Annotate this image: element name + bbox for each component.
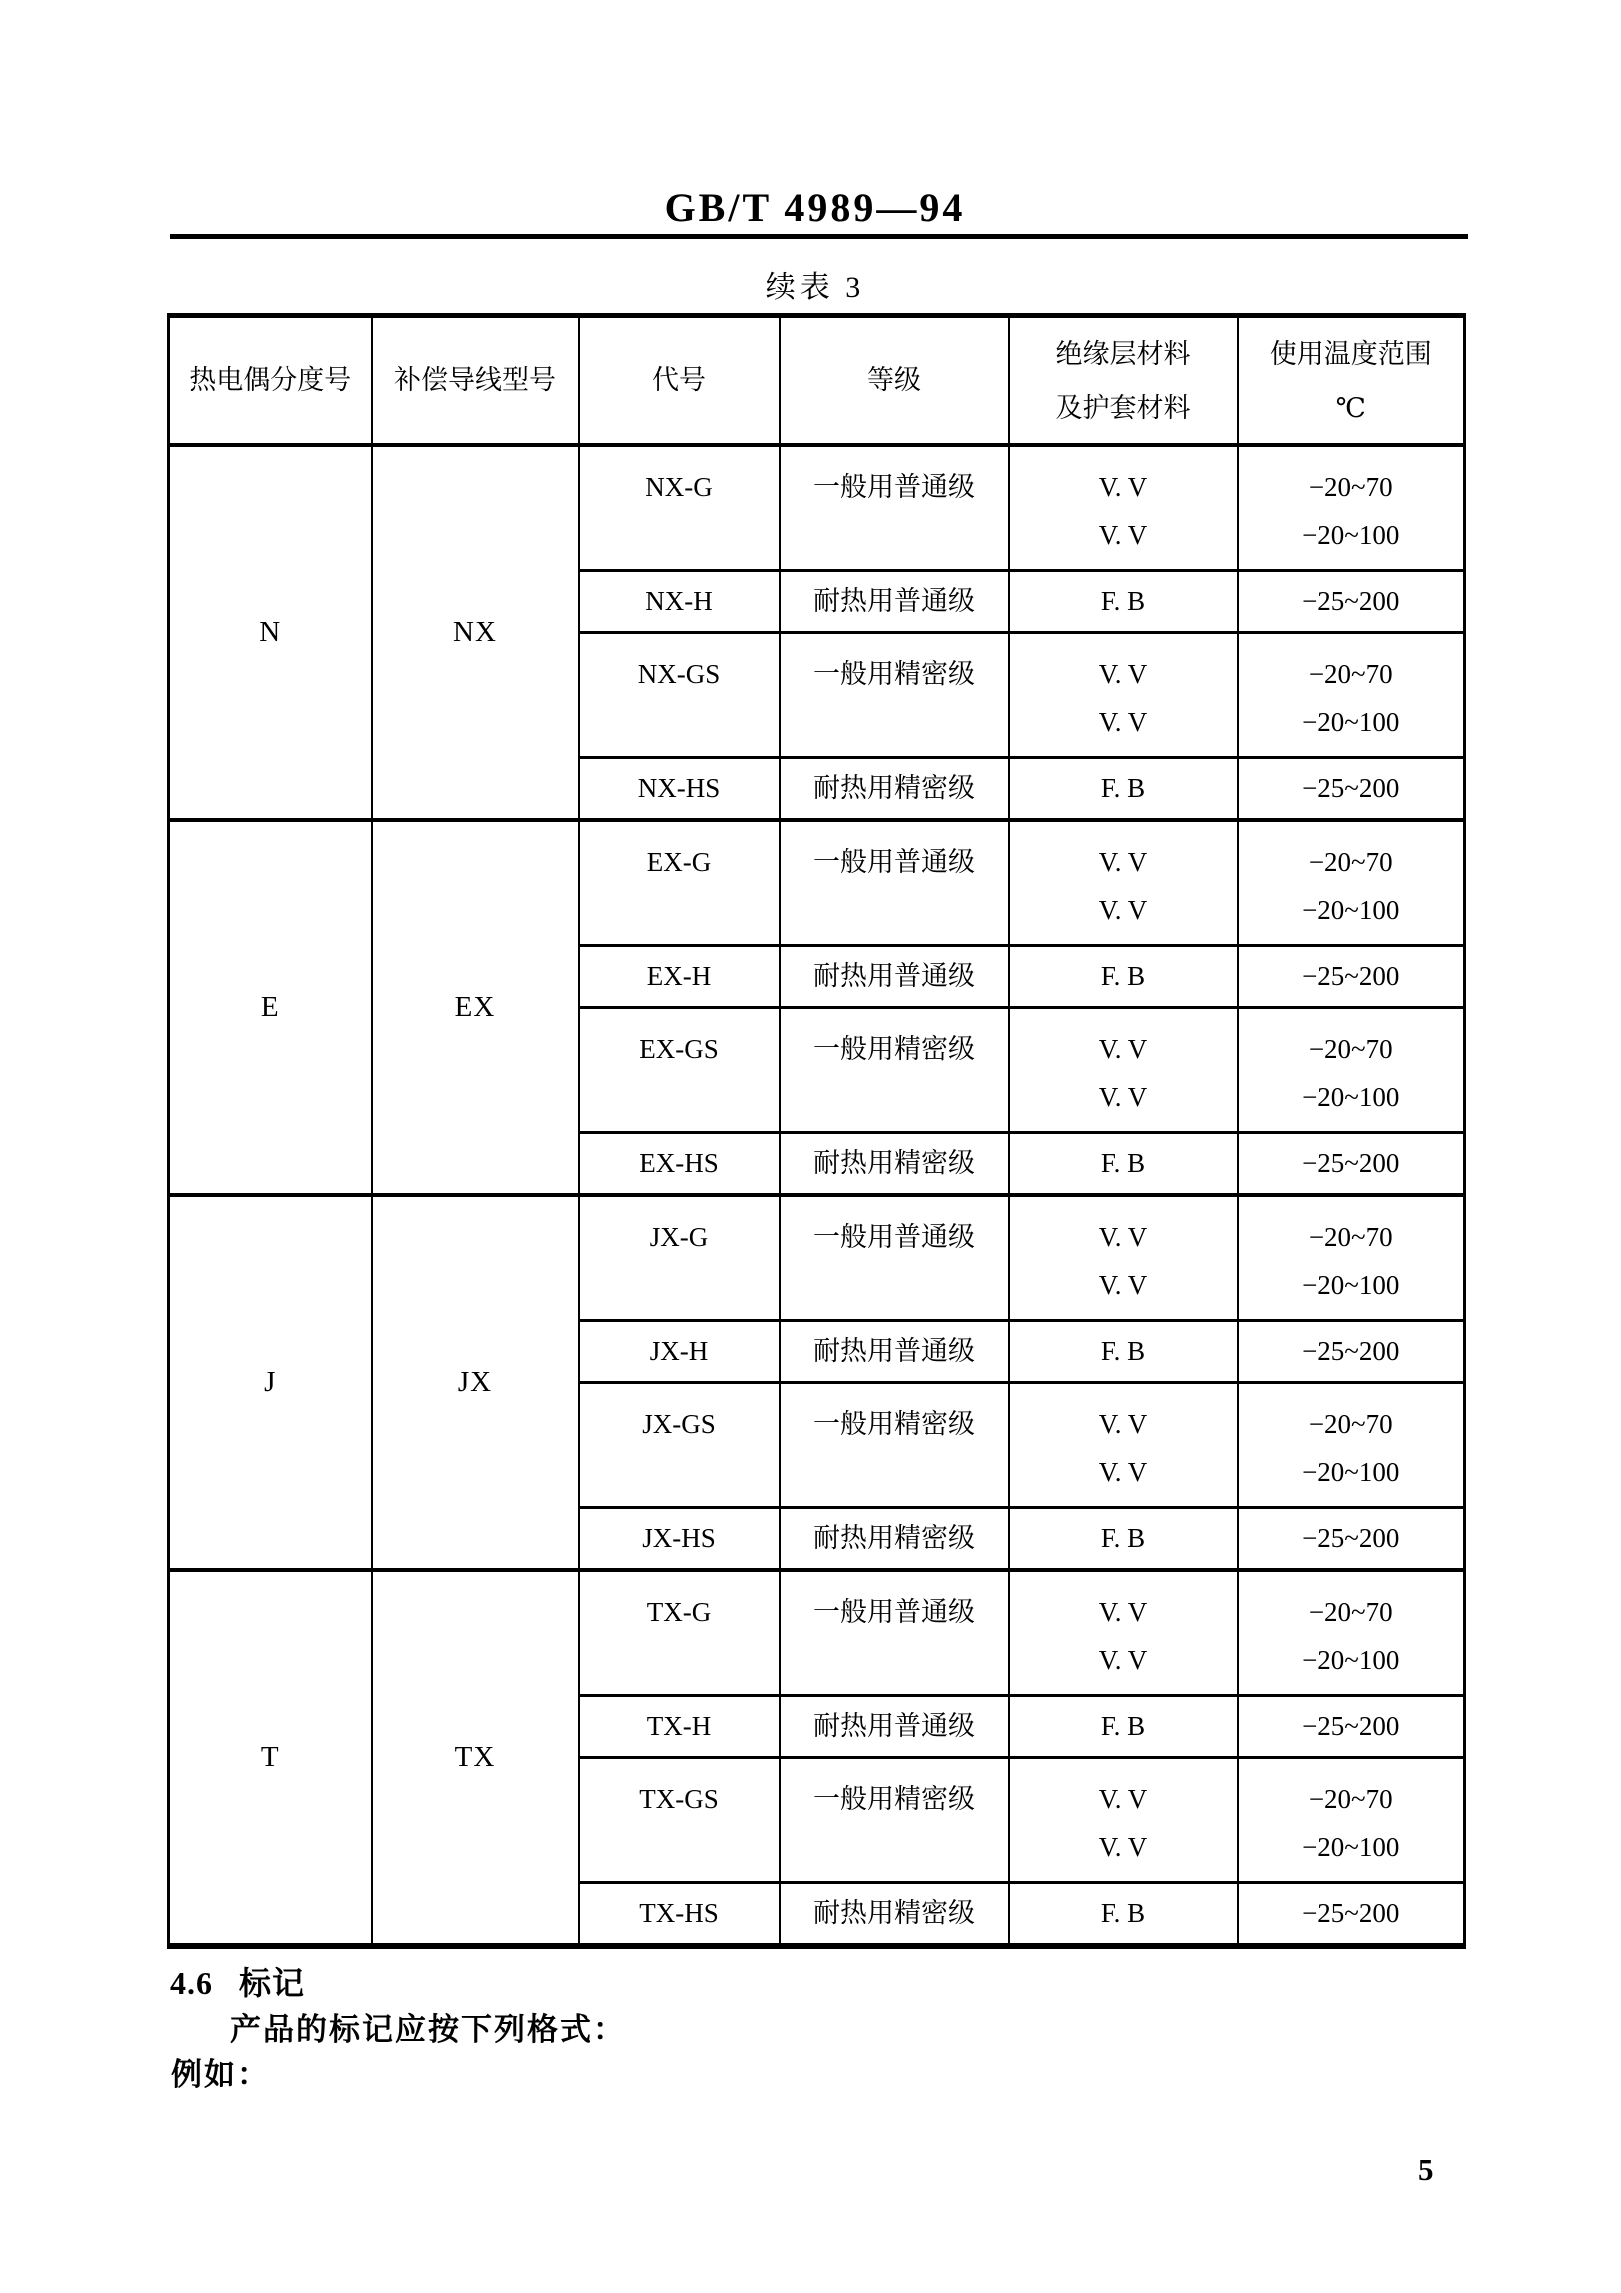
material-cell: F. B: [1009, 1883, 1238, 1947]
code-cell: EX-G: [579, 820, 780, 946]
header-rule: [170, 234, 1468, 239]
material-cell: F. B: [1009, 1696, 1238, 1758]
temperature-cell: −20~70 −20~100: [1238, 1570, 1465, 1696]
temperature-cell: −20~70 −20~100: [1238, 445, 1465, 571]
code-cell: TX-GS: [579, 1758, 780, 1883]
wire-model-cell: EX: [372, 820, 579, 1195]
material-cell: F. B: [1009, 1321, 1238, 1383]
grade-cell: 一般用普通级: [780, 445, 1009, 571]
grade-cell: 耐热用精密级: [780, 1508, 1009, 1571]
thermocouple-index-cell: T: [169, 1570, 372, 1946]
grade-cell: 耐热用普通级: [780, 571, 1009, 633]
section-title: 标记: [239, 1965, 306, 2001]
grade-cell: 一般用普通级: [780, 1570, 1009, 1696]
code-cell: NX-H: [579, 571, 780, 633]
code-cell: EX-HS: [579, 1133, 780, 1196]
material-cell: F. B: [1009, 571, 1238, 633]
header-grade: 等级: [780, 316, 1009, 446]
material-cell: F. B: [1009, 1133, 1238, 1196]
wire-model-cell: TX: [372, 1570, 579, 1946]
table-row: [169, 445, 1465, 571]
header-thermocouple-index: 热电偶分度号: [169, 316, 372, 446]
grade-cell: 耐热用普通级: [780, 1321, 1009, 1383]
temperature-cell: −20~70 −20~100: [1238, 633, 1465, 758]
code-cell: TX-H: [579, 1696, 780, 1758]
material-cell: V. V V. V: [1009, 820, 1238, 946]
code-cell: NX-HS: [579, 758, 780, 821]
wire-model-cell: JX: [372, 1195, 579, 1570]
grade-cell: 耐热用精密级: [780, 1883, 1009, 1947]
thermocouple-index-cell: N: [169, 445, 372, 820]
grade-cell: 一般用精密级: [780, 1758, 1009, 1883]
temperature-cell: −20~70 −20~100: [1238, 820, 1465, 946]
code-cell: JX-HS: [579, 1508, 780, 1571]
temperature-cell: −25~200: [1238, 1508, 1465, 1571]
grade-cell: 一般用精密级: [780, 633, 1009, 758]
code-cell: JX-G: [579, 1195, 780, 1321]
material-cell: V. V V. V: [1009, 445, 1238, 571]
temperature-cell: −25~200: [1238, 758, 1465, 821]
material-cell: V. V V. V: [1009, 1758, 1238, 1883]
material-cell: F. B: [1009, 758, 1238, 821]
grade-cell: 一般用普通级: [780, 820, 1009, 946]
code-cell: EX-H: [579, 946, 780, 1008]
table-row: [169, 1195, 1465, 1321]
material-cell: V. V V. V: [1009, 1195, 1238, 1321]
temperature-cell: −25~200: [1238, 571, 1465, 633]
temperature-cell: −25~200: [1238, 1133, 1465, 1196]
material-cell: V. V V. V: [1009, 633, 1238, 758]
code-cell: NX-GS: [579, 633, 780, 758]
temperature-cell: −25~200: [1238, 1321, 1465, 1383]
grade-cell: 一般用普通级: [780, 1195, 1009, 1321]
page-number: 5: [1418, 2152, 1434, 2187]
temperature-cell: −20~70 −20~100: [1238, 1383, 1465, 1508]
code-cell: JX-GS: [579, 1383, 780, 1508]
temperature-cell: −25~200: [1238, 946, 1465, 1008]
table-header-row: [169, 316, 1465, 446]
thermocouple-index-cell: J: [169, 1195, 372, 1570]
material-cell: V. V V. V: [1009, 1008, 1238, 1133]
temperature-cell: −25~200: [1238, 1883, 1465, 1947]
code-cell: EX-GS: [579, 1008, 780, 1133]
header-wire-model: 补偿导线型号: [372, 316, 579, 446]
table-caption: 续表 3: [765, 271, 865, 304]
temperature-cell: −20~70 −20~100: [1238, 1008, 1465, 1133]
code-cell: TX-G: [579, 1570, 780, 1696]
grade-cell: 耐热用精密级: [780, 1133, 1009, 1196]
grade-cell: 耐热用普通级: [780, 1696, 1009, 1758]
code-cell: NX-G: [579, 445, 780, 571]
material-cell: F. B: [1009, 1508, 1238, 1571]
header-code: 代号: [579, 316, 780, 446]
temperature-cell: −20~70 −20~100: [1238, 1758, 1465, 1883]
temperature-cell: −20~70 −20~100: [1238, 1195, 1465, 1321]
material-cell: V. V V. V: [1009, 1383, 1238, 1508]
thermocouple-index-cell: E: [169, 820, 372, 1195]
wire-model-cell: NX: [372, 445, 579, 820]
header-temperature-range: 使用温度范围 ℃: [1238, 316, 1465, 446]
section-number: 4.6: [170, 1965, 213, 2001]
material-cell: V. V V. V: [1009, 1570, 1238, 1696]
table-row: [169, 1570, 1465, 1696]
section-body-line: 产品的标记应按下列格式：: [230, 2012, 626, 2047]
temperature-cell: −25~200: [1238, 1696, 1465, 1758]
code-cell: TX-HS: [579, 1883, 780, 1947]
grade-cell: 耐热用精密级: [780, 758, 1009, 821]
material-cell: F. B: [1009, 946, 1238, 1008]
table-row: [169, 820, 1465, 946]
standard-code-header: GB/T 4989—94: [664, 185, 966, 230]
header-insulation-material: 绝缘层材料 及护套材料: [1009, 316, 1238, 446]
grade-cell: 一般用精密级: [780, 1008, 1009, 1133]
section-heading: [170, 1958, 305, 2004]
code-cell: JX-H: [579, 1321, 780, 1383]
grade-cell: 一般用精密级: [780, 1383, 1009, 1508]
compensation-wire-table: [167, 313, 1466, 1949]
example-label: 例如：: [171, 2057, 270, 2092]
grade-cell: 耐热用普通级: [780, 946, 1009, 1008]
